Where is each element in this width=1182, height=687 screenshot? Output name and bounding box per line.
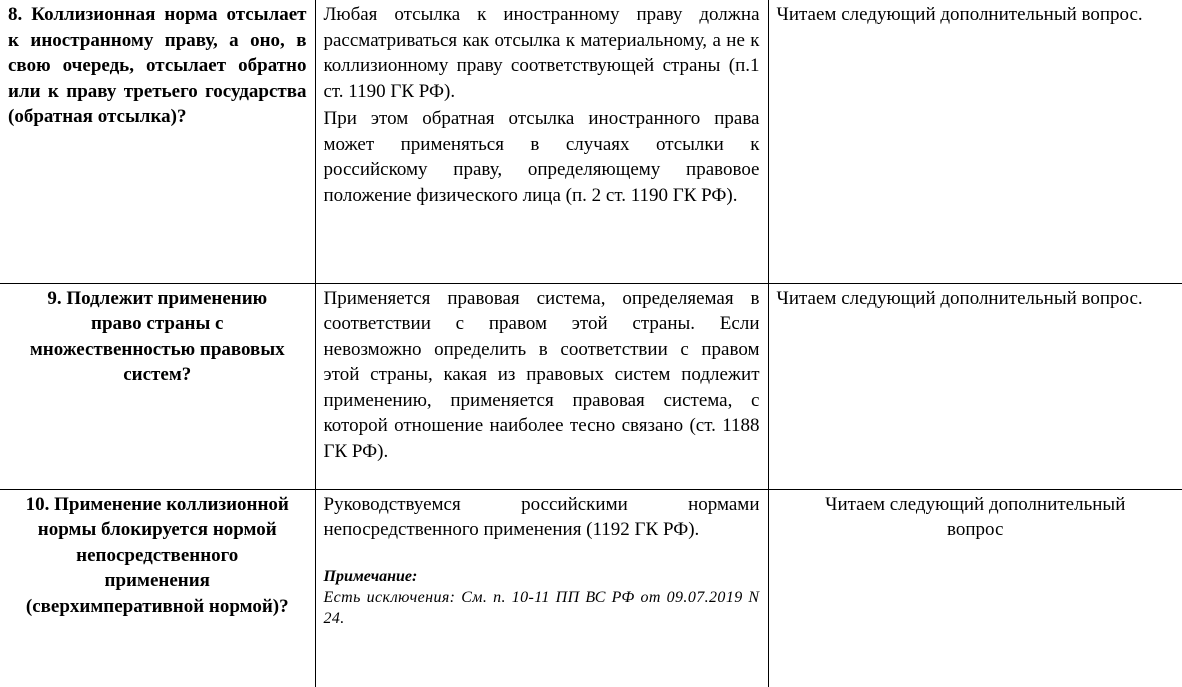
table-row: [0, 0, 1182, 283]
question-text: 9. Подлежит применению право страны с множественностью правовых систем?: [29, 287, 285, 385]
answer-paragraph: Применяется правовая система, определяемая в соответствии с правом этой страны. Если невозможно определить в соответствии с правом этой страны, какая из правовых систем подлежит применению, применяется правовая система, с которой отношение наиболее тесно связано (ст. 1188 ГК РФ).: [323, 287, 760, 462]
answer-paragraph: При этом обратная отсылка иностранного права может применяться в случаях отсылки к российскому праву, определяющему правовое положение физического лица (п. 2 ст. 1190 ГК РФ).: [323, 108, 760, 206]
action-cell: [768, 283, 1182, 489]
answer-paragraph: Руководствуемся российскими нормами непосредственного применения (1192 ГК РФ).: [323, 493, 760, 540]
question-cell: [0, 0, 315, 283]
action-text: Читаем следующий дополнительный вопрос: [825, 493, 1126, 540]
table-row: [0, 283, 1182, 489]
action-cell: [768, 0, 1182, 283]
question-text: 8. Коллизионная норма отсылает к иностранному праву, а оно, в свою очередь, отсылает обратно или к праву третьего государства (обратная отсылка)?: [8, 4, 307, 127]
question-cell: [0, 489, 315, 687]
table-row: [0, 489, 1182, 687]
answer-cell: [315, 0, 768, 283]
action-text: Читаем следующий дополнительный вопрос.: [776, 287, 1143, 309]
answer-cell: [315, 489, 768, 687]
answer-cell: [315, 283, 768, 489]
note-title: Примечание:: [323, 567, 418, 585]
question-text: 10. Применение коллизионной нормы блокируется нормой непосредственного применения (сверхимперативной нормой)?: [25, 493, 289, 617]
action-cell: [768, 489, 1182, 687]
answer-paragraph: Любая отсылка к иностранному праву должна рассматриваться как отсылка к материальному, а не к коллизионному праву соответствующей страны (п.1 ст. 1190 ГК РФ).: [323, 4, 760, 102]
action-text: Читаем следующий дополнительный вопрос.: [776, 4, 1143, 25]
question-cell: [0, 283, 315, 489]
note-text: Есть исключения: См. п. 10-11 ПП ВС РФ от 09.07.2019 N 24.: [323, 588, 760, 627]
